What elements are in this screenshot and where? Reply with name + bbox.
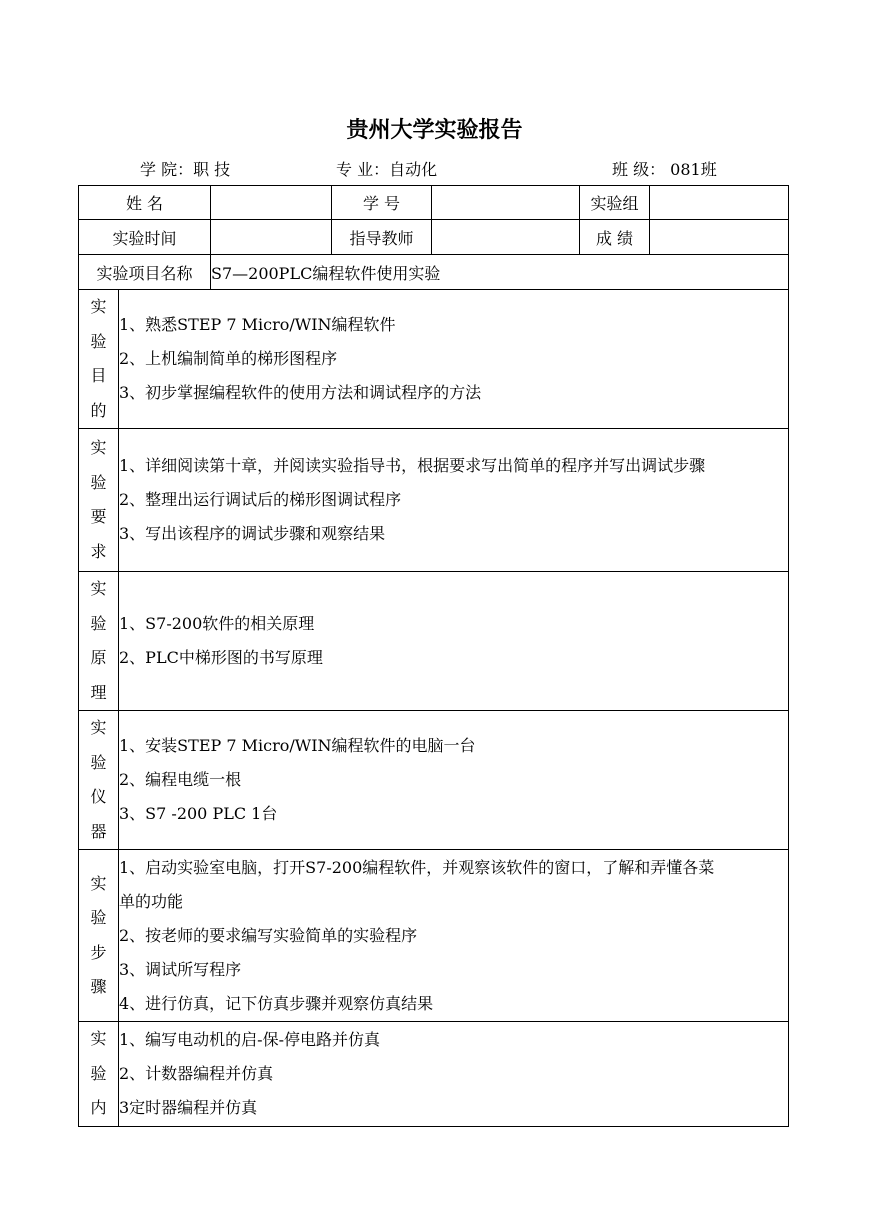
section-content [119,1022,789,1127]
content-line: 1、S7-200软件的相关原理 [119,614,315,633]
content-line: 3、调试所写程序 [119,959,242,979]
time-label: 实验时间 [79,220,211,255]
section-requirements [79,429,789,572]
group-field[interactable] [650,186,789,220]
section-principle [79,572,789,711]
content-line: 2、编程电缆一根 [119,770,242,789]
section-equipment [79,711,789,850]
section-heading: 实 验 原 理 [79,572,119,711]
content-line: 1、编写电动机的启-保-停电路并仿真 [119,1029,380,1049]
content-line: 2、整理出运行调试后的梯形图调试程序 [119,490,402,509]
section-heading: 实 验 仪 器 [79,711,119,850]
section-content [119,429,789,572]
content-line: 2、上机编制简单的梯形图程序 [119,349,338,368]
project-label: 实验项目名称 [79,255,211,290]
section-purpose [79,290,789,429]
content-line: 3、初步掌握编程软件的使用方法和调试程序的方法 [119,383,482,402]
group-label: 实验组 [580,186,650,220]
content-line: 1、熟悉STEP 7 Micro/WIN编程软件 [119,315,396,334]
section-heading: 实 验 要 求 [79,429,119,572]
class-info: 班 级： 081班 [612,160,717,179]
content-line: 2、计数器编程并仿真 [119,1063,274,1083]
grade-label: 成 绩 [580,220,650,255]
content-line: 1、安装STEP 7 Micro/WIN编程软件的电脑一台 [119,736,476,755]
section-heading: 实 验 内 [79,1022,119,1127]
name-label: 姓 名 [79,186,211,220]
time-field[interactable] [211,220,332,255]
section-heading: 实 验 步 骤 [79,850,119,1022]
section-content [119,850,789,1022]
student-id-label: 学 号 [332,186,432,220]
college-info: 学 院：职 技 [140,160,231,179]
student-id-field[interactable] [432,186,580,220]
section-steps [79,850,789,1022]
name-field[interactable] [211,186,332,220]
grade-field[interactable] [650,220,789,255]
content-line: 3定时器编程并仿真 [119,1097,258,1117]
content-line: 2、按老师的要求编写实验简单的实验程序 [119,925,418,945]
section-heading: 实 验 目 的 [79,290,119,429]
section-content [119,572,789,711]
teacher-field[interactable] [432,220,580,255]
content-line: 单的功能 [119,891,184,911]
content-line: 4、进行仿真，记下仿真步骤并观察仿真结果 [119,993,434,1013]
project-value: S7—200PLC编程软件使用实验 [211,255,789,290]
content-line: 3、S7 -200 PLC 1台 [119,804,278,823]
teacher-label: 指导教师 [332,220,432,255]
section-content [119,290,789,429]
section-contents [79,1022,789,1127]
content-line: 1、启动实验室电脑，打开S7-200编程软件，并观察该软件的窗口，了解和弄懂各菜 [119,857,715,877]
content-line: 2、PLC中梯形图的书写原理 [119,648,323,667]
major-info: 专 业：自动化 [336,160,438,179]
section-content [119,711,789,850]
content-line: 1、详细阅读第十章，并阅读实验指导书，根据要求写出简单的程序并写出调试步骤 [119,456,706,475]
report-title: 贵州大学实验报告 [346,118,523,143]
content-line: 3、写出该程序的调试步骤和观察结果 [119,524,386,543]
report-table [78,185,789,1127]
